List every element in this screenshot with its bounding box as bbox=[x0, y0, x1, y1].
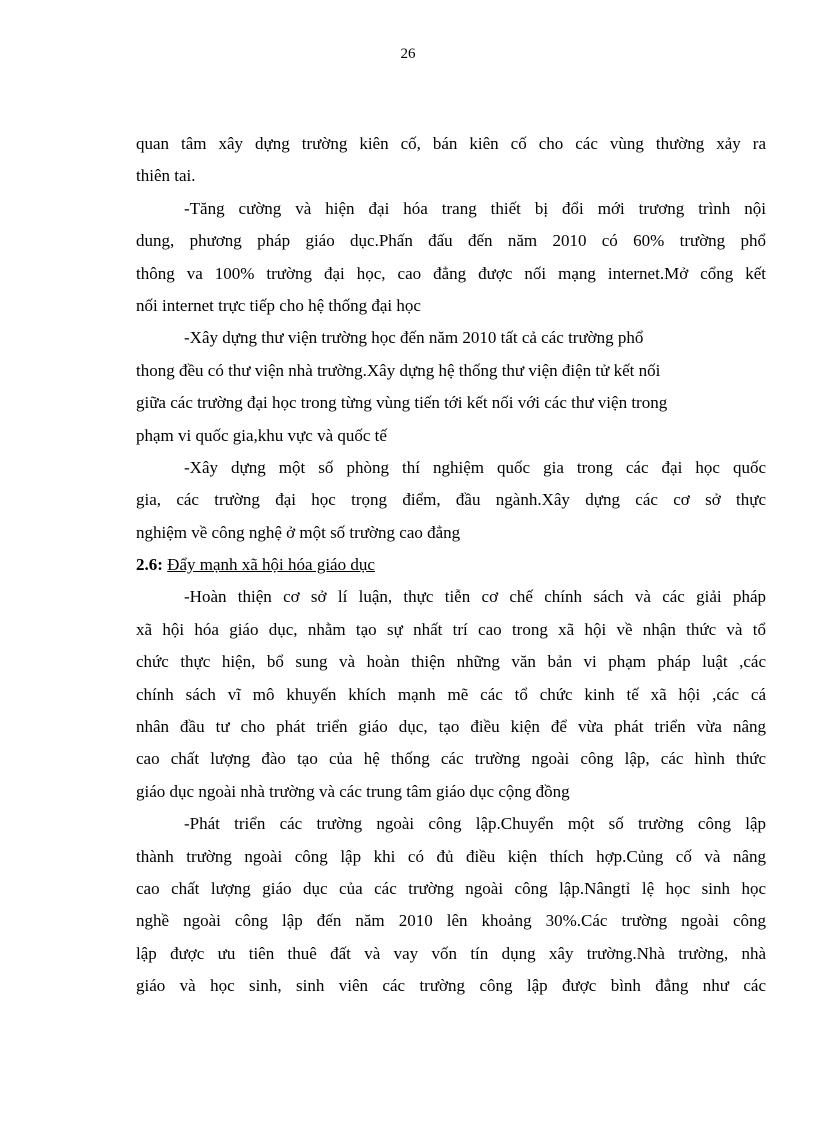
text-line: thành trường ngoài công lập khi có đủ điều kiện thích hợp.Củng cố và nâng bbox=[136, 846, 766, 866]
text-line: quan tâm xây dựng trường kiên cố, bán kiên cố cho các vùng thường xảy ra bbox=[136, 134, 766, 153]
document-body bbox=[136, 128, 766, 1003]
text-line: chính sách vĩ mô khuyến khích mạnh mẽ các tổ chức kinh tế xã hội ,các cá bbox=[136, 684, 766, 704]
text-line: -Tăng cường và hiện đại hóa trang thiết bị đổi mới trương trình nội bbox=[184, 198, 766, 218]
paragraph bbox=[136, 193, 766, 323]
text-line: giáo và học sinh, sinh viên các trường công lập được bình đẳng như các bbox=[136, 976, 766, 996]
text-line: -Xây dựng một số phòng thí nghiệm quốc gia trong các đại học quốc bbox=[184, 457, 766, 477]
text-line: xã hội hóa giáo dục, nhằm tạo sự nhất trí cao trong xã hội về nhận thức và tổ bbox=[136, 619, 766, 639]
paragraph bbox=[136, 322, 766, 452]
section-title: Đẩy mạnh xã hội hóa giáo dục bbox=[167, 555, 375, 575]
paragraph bbox=[136, 581, 766, 808]
paragraph bbox=[136, 808, 766, 1002]
text-line: -Xây dựng thư viện trường học đến năm 2010 tất cả các trường phổ bbox=[184, 328, 644, 348]
text-line: giáo dục ngoài nhà trường và các trung tâm giáo dục cộng đồng bbox=[136, 781, 570, 801]
section-number: 2.6: bbox=[136, 555, 163, 575]
text-line: -Hoàn thiện cơ sở lí luận, thực tiễn cơ chế chính sách và các giải pháp bbox=[184, 587, 766, 607]
text-line: lập được ưu tiên thuê đất và vay vốn tín dụng xây trường.Nhà trường, nhà bbox=[136, 943, 766, 963]
section-heading bbox=[136, 549, 766, 581]
text-line: thong đều có thư viện nhà trường.Xây dựng hệ thống thư viện điện tử kết nối bbox=[136, 360, 661, 380]
text-line: nhân đầu tư cho phát triển giáo dục, tạo điều kiện để vừa phát triển vừa nâng bbox=[136, 717, 766, 737]
text-line: phạm vi quốc gia,khu vực và quốc tế bbox=[136, 425, 387, 445]
paragraph bbox=[136, 452, 766, 549]
text-line: dung, phương pháp giáo dục.Phấn đấu đến năm 2010 có 60% trường phổ bbox=[136, 231, 766, 251]
text-line: nghiệm về công nghệ ở một số trường cao đẳng bbox=[136, 522, 461, 542]
text-line: thông va 100% trường đại học, cao đẳng được nối mạng internet.Mở cổng kết bbox=[136, 263, 766, 283]
text-line: cao chất lượng giáo dục của các trường ngoài công lập.Nângtỉ lệ học sinh học bbox=[136, 878, 766, 898]
page-number: 26 bbox=[400, 46, 416, 62]
paragraph bbox=[136, 128, 766, 193]
text-line: -Phát triển các trường ngoài công lập.Chuyển một số trường công lập bbox=[184, 814, 766, 834]
text-line: thiên tai. bbox=[136, 166, 196, 186]
text-line: nghề ngoài công lập đến năm 2010 lên khoảng 30%.Các trường ngoài công bbox=[136, 911, 766, 931]
text-line: chức thực hiện, bổ sung và hoàn thiện những văn bản vi phạm pháp luật ,các bbox=[136, 652, 766, 672]
text-line: nối internet trực tiếp cho hệ thống đại học bbox=[136, 295, 421, 315]
text-line: gia, các trường đại học trọng điểm, đầu ngành.Xây dựng các cơ sở thực bbox=[136, 490, 766, 510]
text-line: cao chất lượng đào tạo của hệ thống các trường ngoài công lập, các hình thức bbox=[136, 749, 766, 769]
text-line: giữa các trường đại học trong từng vùng tiến tới kết nối với các thư viện trong bbox=[136, 393, 668, 413]
